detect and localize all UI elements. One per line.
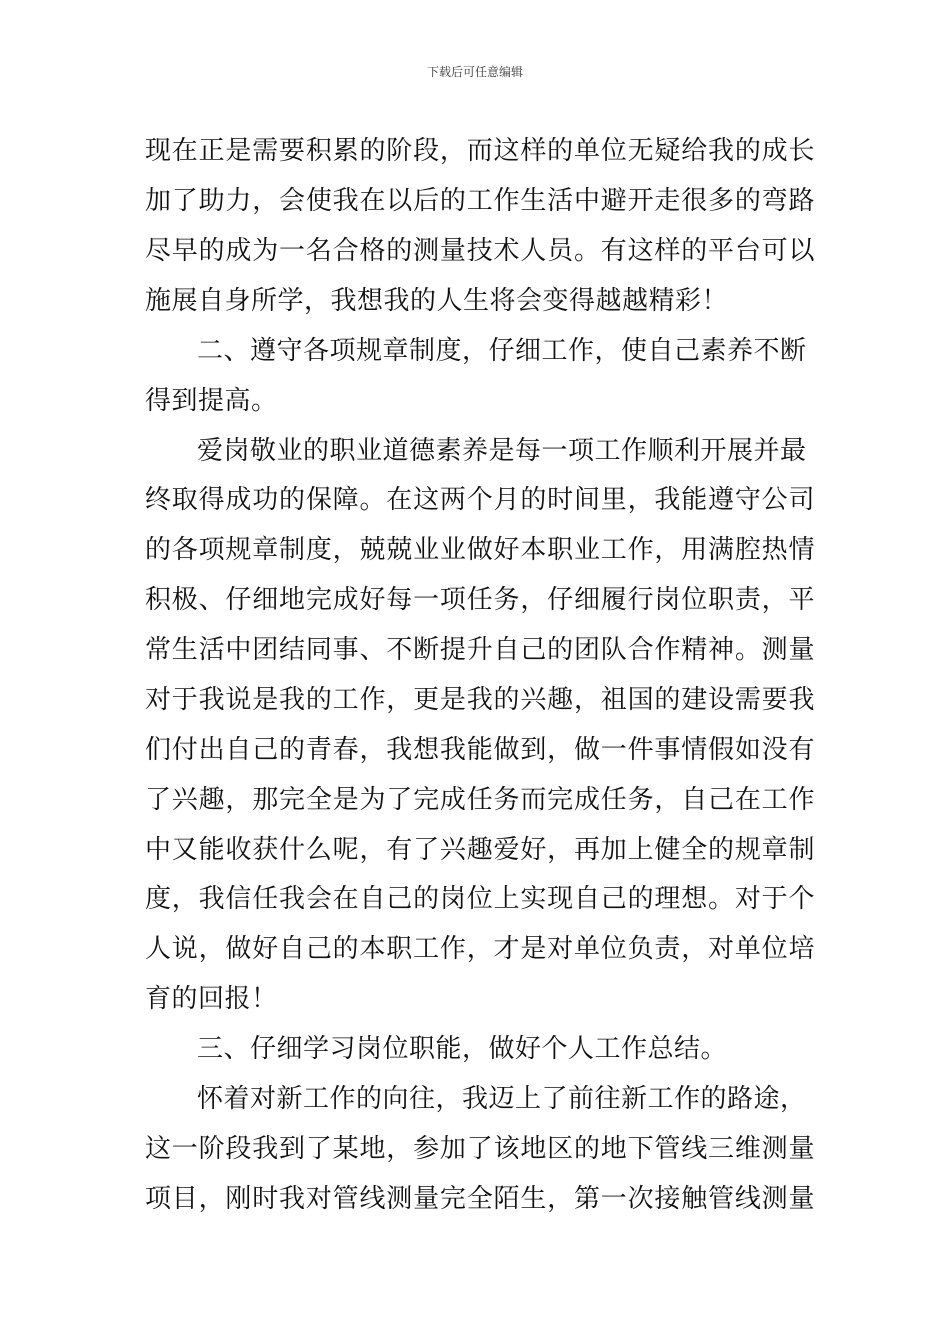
section-heading: 二、遵守各项规章制度，仔细工作，使自己素养不断: [197, 336, 807, 366]
body-line: 常生活中团结同事、不断提升自己的团队合作精神。测量: [145, 635, 815, 665]
body-line: 怀着对新工作的向往，我迈上了前往新工作的路途，: [197, 1084, 807, 1114]
body-line: 们付出自己的青春，我想我能做到，做一件事情假如没有: [145, 735, 815, 765]
body-line: 对于我说是我的工作，更是我的兴趣，祖国的建设需要我: [145, 685, 815, 715]
body-line: 项目，刚时我对管线测量完全陌生，第一次接触管线测量: [145, 1184, 815, 1214]
body-line: 积极、仔细地完成好每一项任务，仔细履行岗位职责，平: [145, 585, 815, 615]
body-line: 中又能收获什么呢，有了兴趣爱好，再加上健全的规章制: [145, 835, 815, 865]
body-line: 爱岗敬业的职业道德素养是每一项工作顺利开展并最: [197, 436, 807, 466]
section-heading-continued: 得到提高。: [145, 386, 278, 416]
body-line: 加了助力，会使我在以后的工作生活中避开走很多的弯路: [145, 186, 815, 216]
body-line: 的各项规章制度，兢兢业业做好本职业工作，用满腔热情: [145, 535, 815, 565]
body-line: 现在正是需要积累的阶段，而这样的单位无疑给我的成长: [145, 136, 815, 166]
body-line: 尽早的成为一名合格的测量技术人员。有这样的平台可以: [145, 236, 815, 266]
body-line: 度，我信任我会在自己的岗位上实现自己的理想。对于个: [145, 884, 815, 914]
section-heading: 三、仔细学习岗位职能，做好个人工作总结。: [197, 1034, 728, 1064]
body-line: 育的回报！: [145, 984, 278, 1014]
body-line: 施展自身所学，我想我的人生将会变得越越精彩！: [145, 286, 729, 316]
body-line: 终取得成功的保障。在这两个月的时间里，我能遵守公司: [145, 485, 815, 515]
page-header: 下载后可任意编辑: [426, 65, 523, 79]
body-line: 人说，做好自己的本职工作，才是对单位负责，对单位培: [145, 934, 815, 964]
body-line: 了兴趣，那完全是为了完成任务而完成任务，自己在工作: [145, 785, 815, 815]
body-line: 这一阶段我到了某地，参加了该地区的地下管线三维测量: [145, 1134, 815, 1164]
